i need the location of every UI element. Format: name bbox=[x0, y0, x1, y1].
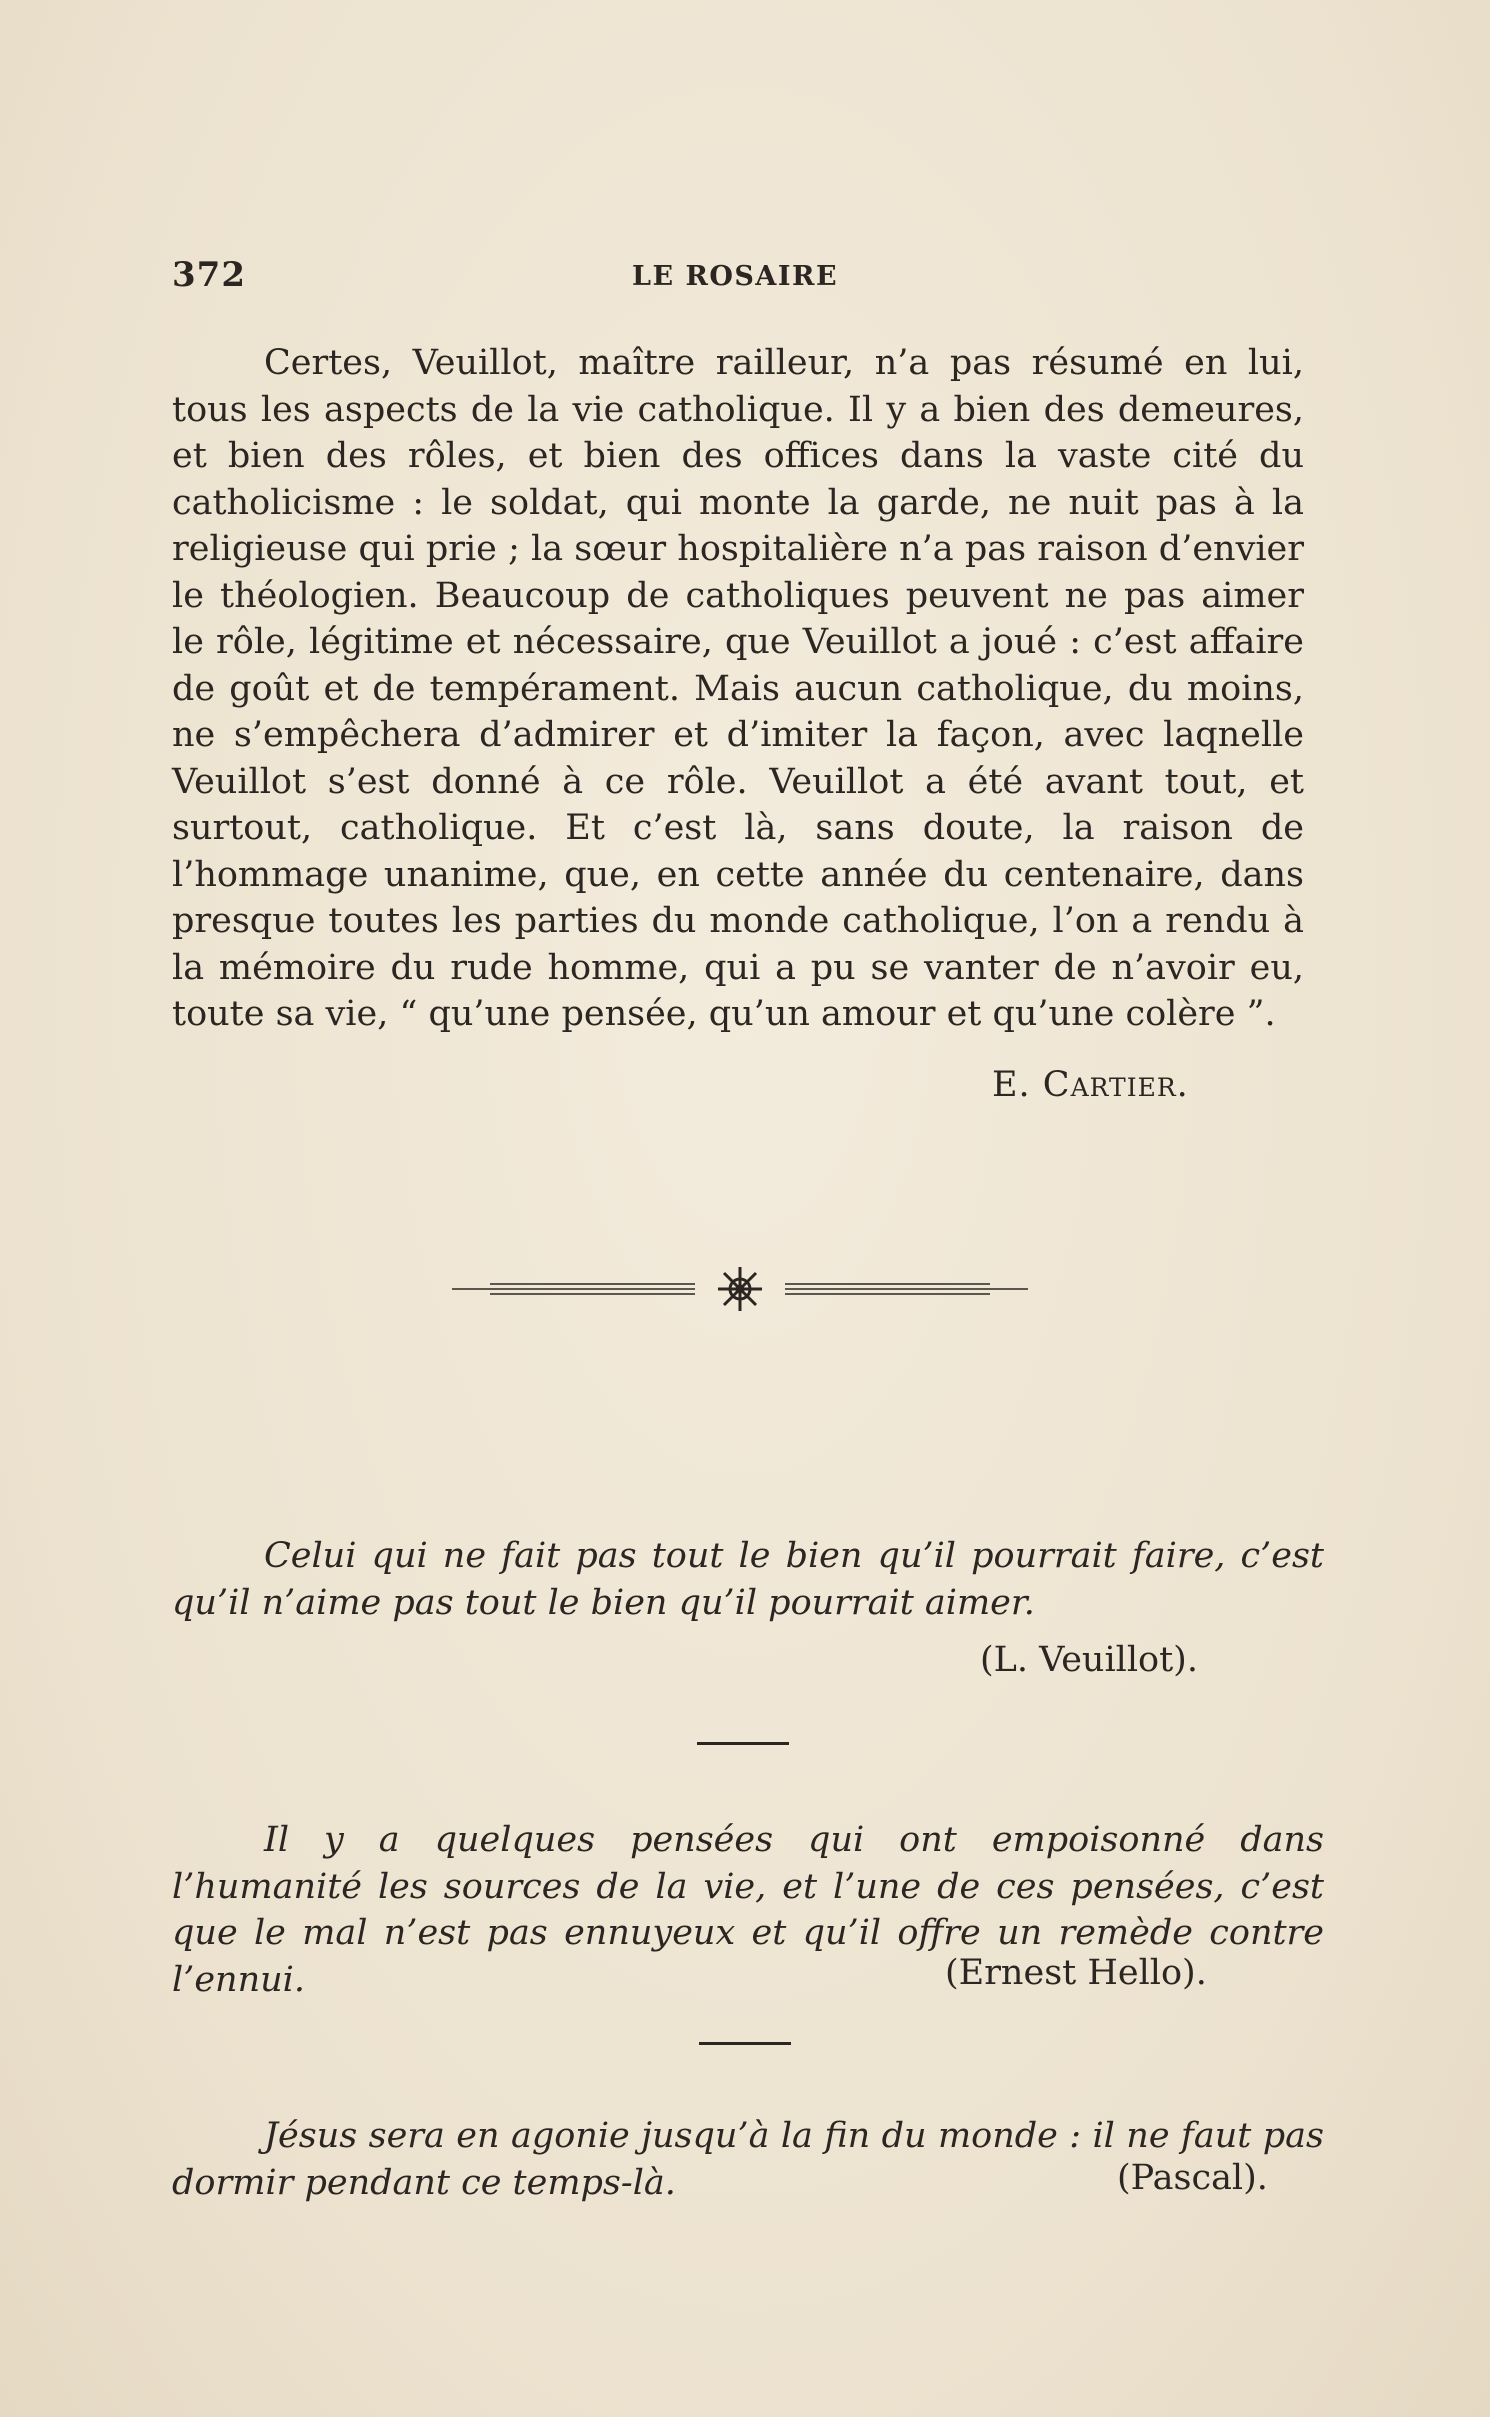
article-signature: E. Cartier. bbox=[992, 1065, 1189, 1105]
quote-veuillot: Celui qui ne fait pas tout le bien qu’il pourrait faire, c’est qu’il n’aime pas tout le bien qu’il pourrait aimer. bbox=[172, 1536, 1324, 1623]
quote-hello: Il y a quelques pensées qui ont empoisonné dans l’humanité les sources de la vie, et l’une de ces pensées, c’est que le mal n’est pas ennuyeux et qu’il offre un remède contre l’ennui. bbox=[172, 1820, 1324, 2000]
separator-rule bbox=[697, 1742, 789, 1745]
ornament-divider bbox=[450, 1262, 1030, 1312]
quote-veuillot-author: (L. Veuillot). bbox=[980, 1640, 1198, 1680]
separator-rule bbox=[699, 2042, 791, 2045]
page-number: 372 bbox=[172, 255, 246, 295]
quote-pascal: Jésus sera en agonie jusqu’à la fin du monde : il ne faut pas dormir pendant ce temps-là. bbox=[172, 2116, 1324, 2203]
quote-hello-author: (Ernest Hello). bbox=[945, 1953, 1207, 1993]
running-title: LE ROSAIRE bbox=[632, 261, 839, 292]
quote-pascal-author: (Pascal). bbox=[1117, 2158, 1268, 2198]
page-header bbox=[172, 255, 1320, 305]
article-paragraph: Certes, Veuillot, maître railleur, n’a pas résumé en lui, tous les aspects de la vie catholique. Il y a bien des demeures, et bien des rôles, et bien des offices dans la vaste cité du catholicisme : le soldat, qui monte la garde, ne nuit pas à la religieuse qui prie ; la sœur hospitalière n’a pas raison d’envier le théologien. Beaucoup de catholiques peuvent ne pas aimer le rôle, légitime et nécessaire, que Veuillot a joué : c’est affaire de goût et de tempérament. Mais aucun catholique, du moins, ne s’empêchera d’admirer et d’imiter la façon, avec laqnelle Veuillot s’est donné à ce rôle. Veuillot a été avant tout, et surtout, catholique. Et c’est là, sans doute, la raison de l’hommage unanime, que, en cette année du centenaire, dans presque toutes les parties du monde catholique, l’on a rendu à la mémoire du rude homme, qui a pu se vanter de n’avoir eu, toute sa vie, “ qu’une pensée, qu’un amour et qu’une colère ”. bbox=[172, 343, 1304, 1034]
